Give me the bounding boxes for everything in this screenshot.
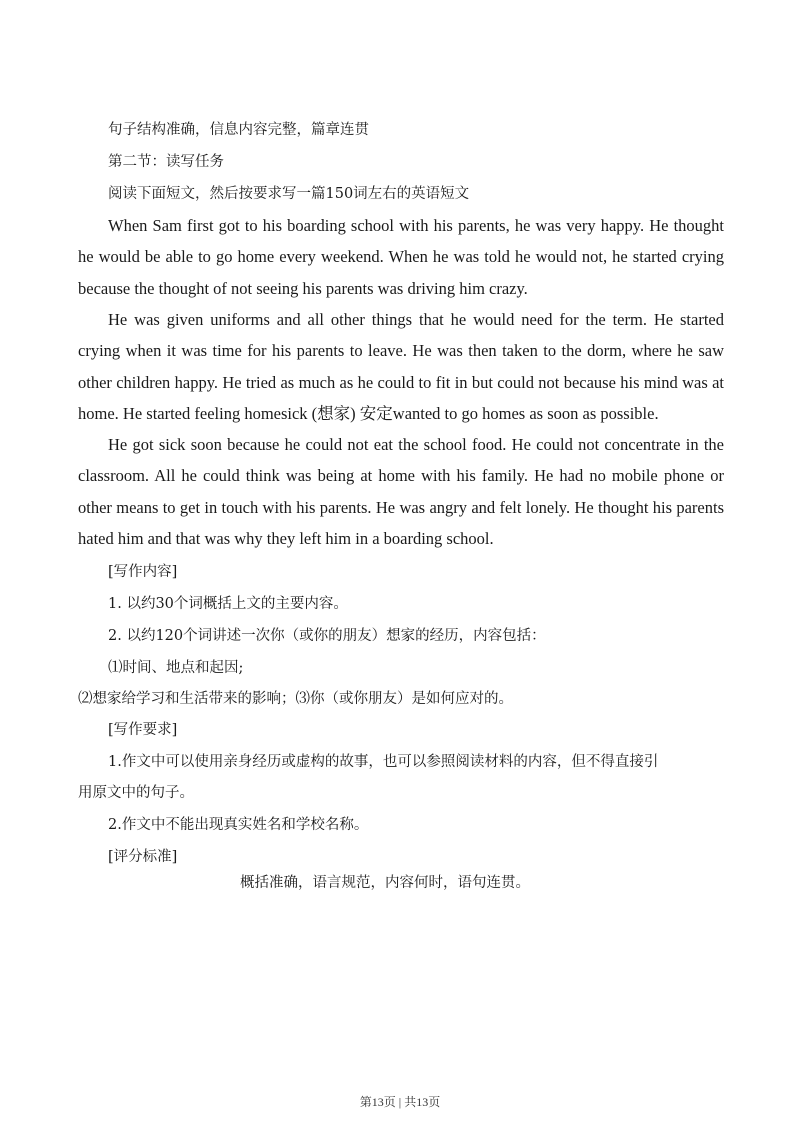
header-line-1: 句子结构准确，信息内容完整，篇章连贯	[108, 122, 369, 138]
writing-requirements-heading: [写作要求]	[108, 722, 178, 738]
grading-heading: [评分标准]	[108, 849, 178, 865]
writing-content-sub-1: ⑴时间、地点和起因;	[108, 660, 244, 676]
page-footer: 第13页 | 共13页	[359, 1095, 441, 1109]
writing-requirement-1: 1.作文中可以使用亲身经历或虚构的故事，也可以参照阅读材料的内容，但不得直接引	[108, 754, 659, 770]
writing-content-item-1: 1. 以约30个词概括上文的主要内容。	[108, 596, 348, 612]
grading-text: 概括准确，语言规范，内容何时，语句连贯。	[240, 875, 530, 891]
writing-requirement-1-cont: 用原文中的句子。	[78, 785, 194, 801]
writing-content-sub-2: ⑵想家给学习和生活带来的影响；⑶你（或你朋友）是如何应对的。	[78, 691, 513, 707]
section-title: 第二节：读写任务	[108, 154, 224, 170]
writing-requirement-2: 2.作文中不能出现真实姓名和学校名称。	[108, 817, 369, 833]
passage-paragraph-2: He was given uniforms and all other things that he would need for the term. He started crying when it was time for his parents to leave. He was then taken to the dorm, where he saw other children happy. He tried as much as he could to fit in but could not because his mind was at home. He started feeling homesick (想家) 安定wanted to go homes as soon as possible.	[78, 310, 724, 423]
passage-paragraph-1: When Sam first got to his boarding school with his parents, he was very happy. He thought he would be able to go home every weekend. When he was told he would not, he started crying because the thought of not seeing his parents was driving him crazy.	[78, 216, 724, 298]
writing-content-item-2: 2. 以约120个词讲述一次你（或你的朋友）想家的经历，内容包括：	[108, 628, 546, 644]
task-instruction: 阅读下面短文，然后按要求写一篇150词左右的英语短文	[108, 186, 470, 202]
writing-content-heading: [写作内容]	[108, 564, 178, 580]
passage-paragraph-3: He got sick soon because he could not eat the school food. He could not concentrate in the classroom. All he could think was being at home with his family. He had no mobile phone or other means to get in touch with his parents. He was angry and felt lonely. He thought his parents hated him and that was why they left him in a boarding school.	[78, 435, 724, 548]
